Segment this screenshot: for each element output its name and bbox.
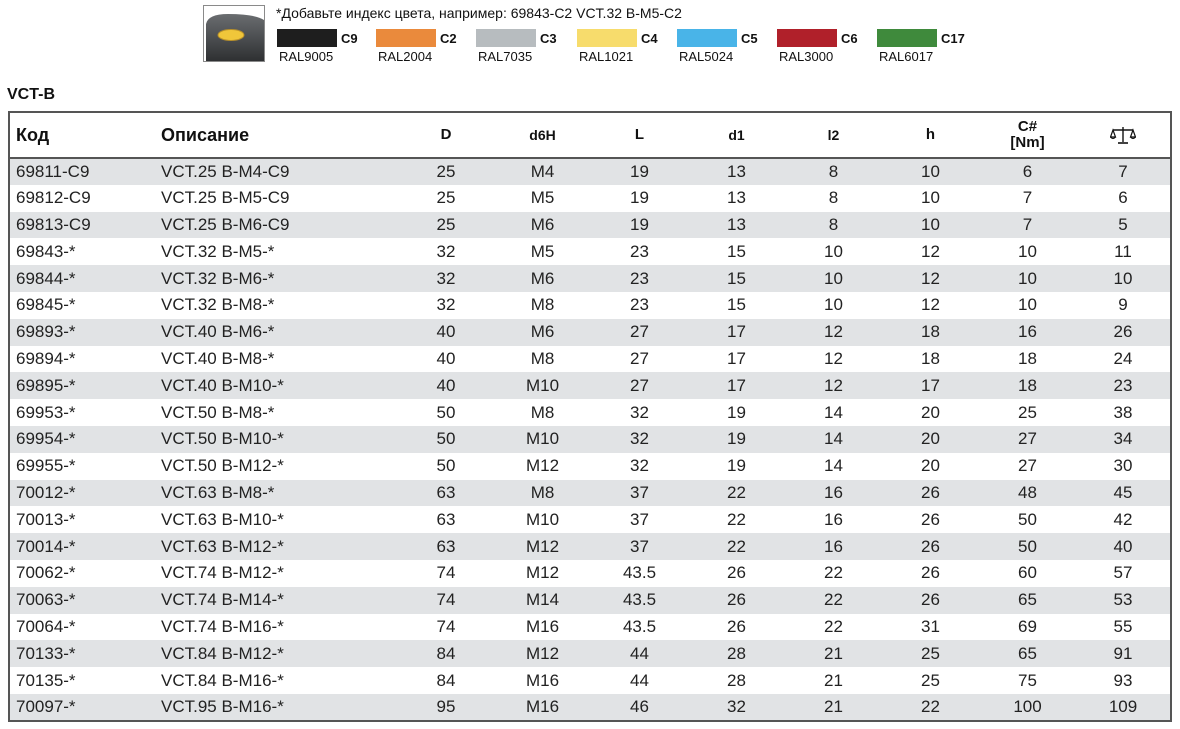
cell-d1: 19	[727, 402, 746, 422]
cell-description: VCT.50 B-M10-*	[161, 429, 284, 449]
cell-description: VCT.40 B-M8-*	[161, 348, 275, 368]
cell-d: 32	[436, 268, 456, 288]
table-row	[9, 426, 1171, 453]
cell-code: 70064-*	[16, 616, 76, 636]
cell-d: 63	[436, 536, 456, 556]
cell-description: VCT.25 B-M6-C9	[161, 214, 290, 234]
cell-h: 31	[921, 616, 940, 636]
col-header-description: Описание	[155, 112, 398, 158]
cell-d6h: M8	[530, 402, 555, 422]
table-row	[9, 533, 1171, 560]
cell-code: 70097-*	[16, 696, 76, 716]
cell-d6h: M5	[530, 241, 555, 261]
cell-l: 46	[630, 696, 649, 716]
table-row	[9, 238, 1171, 265]
cell-torque: 75	[1018, 670, 1037, 690]
cell-d6h: M12	[525, 643, 560, 663]
cell-d6h: M6	[530, 322, 555, 342]
cell-l: 44	[630, 670, 649, 690]
table-row	[9, 319, 1171, 346]
table-header-row	[9, 112, 1171, 158]
swatch-bar	[877, 29, 937, 47]
swatch-bar	[777, 29, 837, 47]
cell-d6h: M4	[530, 161, 555, 181]
cell-d: 74	[436, 563, 456, 583]
cell-h: 20	[921, 402, 940, 422]
cell-d6h: M12	[525, 456, 560, 476]
col-header-d6h: d6H	[494, 112, 591, 158]
cell-code: 70135-*	[16, 670, 76, 690]
cell-torque: 16	[1018, 322, 1037, 342]
cell-code: 70014-*	[16, 536, 76, 556]
cell-d: 74	[436, 616, 456, 636]
cell-d1: 26	[727, 616, 746, 636]
cell-code: 69811-C9	[16, 161, 90, 181]
cell-l2: 16	[824, 482, 843, 502]
swatch-code: C17	[941, 31, 965, 46]
cell-code: 69845-*	[16, 295, 76, 315]
knob-icon	[203, 5, 265, 62]
cell-torque: 65	[1018, 643, 1037, 663]
cell-l2: 8	[828, 214, 839, 234]
cell-d6h: M16	[525, 616, 560, 636]
cell-h: 26	[921, 509, 940, 529]
cell-d: 50	[436, 456, 456, 476]
table-row	[9, 667, 1171, 694]
cell-l: 23	[630, 268, 649, 288]
cell-d6h: M10	[525, 509, 560, 529]
cell-description: VCT.50 B-M8-*	[161, 402, 275, 422]
cell-h: 10	[921, 188, 940, 208]
cell-d1: 22	[727, 536, 746, 556]
cell-h: 20	[921, 429, 940, 449]
cell-d1: 13	[727, 188, 746, 208]
cell-h: 17	[921, 375, 940, 395]
table-row	[9, 506, 1171, 533]
cell-l2: 12	[824, 375, 843, 395]
cell-description: VCT.50 B-M12-*	[161, 456, 284, 476]
cell-h: 10	[921, 161, 940, 181]
cell-weight: 23	[1113, 375, 1133, 395]
cell-l2: 16	[824, 509, 843, 529]
cell-d: 25	[436, 188, 456, 208]
cell-weight: 93	[1113, 670, 1133, 690]
cell-description: VCT.63 B-M8-*	[161, 482, 275, 502]
cell-d: 95	[436, 696, 456, 716]
cell-d1: 19	[727, 429, 746, 449]
table-row	[9, 158, 1171, 185]
cell-d6h: M10	[525, 375, 560, 395]
cell-torque: 60	[1018, 563, 1037, 583]
cell-d6h: M10	[525, 429, 560, 449]
cell-l: 32	[630, 429, 649, 449]
swatch-ral: RAL5024	[679, 49, 734, 64]
cell-description: VCT.84 B-M16-*	[161, 670, 284, 690]
cell-d: 25	[436, 161, 456, 181]
table-row	[9, 212, 1171, 239]
cell-h: 26	[921, 536, 940, 556]
cell-code: 70063-*	[16, 590, 76, 610]
cell-torque: 10	[1018, 268, 1037, 288]
cell-torque: 50	[1018, 509, 1037, 529]
cell-description: VCT.74 B-M16-*	[161, 616, 284, 636]
cell-d1: 17	[727, 375, 746, 395]
cell-d6h: M16	[525, 670, 560, 690]
cell-d1: 22	[727, 509, 746, 529]
table-row	[9, 399, 1171, 426]
cell-description: VCT.25 B-M4-C9	[161, 161, 290, 181]
cell-d: 32	[436, 241, 456, 261]
cell-weight: 40	[1113, 536, 1133, 556]
cell-torque: 10	[1018, 241, 1037, 261]
cell-l2: 22	[824, 616, 843, 636]
cell-d1: 22	[727, 482, 746, 502]
cell-weight: 55	[1113, 616, 1133, 636]
cell-description: VCT.32 B-M5-*	[161, 241, 275, 261]
cell-h: 12	[921, 295, 940, 315]
cell-d: 50	[436, 429, 456, 449]
swatch-code: C6	[841, 31, 858, 46]
table-row	[9, 292, 1171, 319]
cell-d6h: M6	[530, 214, 555, 234]
cell-weight: 91	[1113, 643, 1133, 663]
swatch-ral: RAL9005	[279, 49, 334, 64]
col-header-weight	[1076, 112, 1171, 158]
col-header-d1: d1	[688, 112, 785, 158]
cell-weight: 10	[1113, 268, 1133, 288]
cell-description: VCT.84 B-M12-*	[161, 643, 284, 663]
cell-code: 69894-*	[16, 348, 76, 368]
cell-torque: 27	[1018, 456, 1037, 476]
cell-description: VCT.63 B-M12-*	[161, 536, 284, 556]
cell-l: 23	[630, 295, 649, 315]
swatch-bar	[577, 29, 637, 47]
cell-d6h: M8	[530, 482, 555, 502]
cell-weight: 24	[1113, 348, 1133, 368]
cell-description: VCT.74 B-M12-*	[161, 563, 284, 583]
cell-d1: 17	[727, 348, 746, 368]
cell-l2: 21	[824, 696, 843, 716]
cell-description: VCT.40 B-M10-*	[161, 375, 284, 395]
cell-h: 25	[921, 670, 940, 690]
table-row	[9, 614, 1171, 641]
cell-torque: 50	[1018, 536, 1037, 556]
table-row	[9, 453, 1171, 480]
cell-d: 84	[436, 643, 456, 663]
cell-h: 26	[921, 482, 940, 502]
cell-code: 70062-*	[16, 563, 76, 583]
cell-h: 10	[921, 214, 940, 234]
swatch-ral: RAL3000	[779, 49, 834, 64]
cell-d1: 28	[727, 670, 746, 690]
swatch-code: C9	[341, 31, 358, 46]
cell-weight: 26	[1113, 322, 1133, 342]
cell-weight: 45	[1113, 482, 1133, 502]
swatch-bar	[677, 29, 737, 47]
col-header-d: D	[398, 112, 494, 158]
cell-description: VCT.32 B-M6-*	[161, 268, 275, 288]
cell-l2: 14	[824, 402, 843, 422]
cell-d1: 26	[727, 590, 746, 610]
cell-weight: 109	[1108, 696, 1138, 716]
cell-h: 20	[921, 456, 940, 476]
cell-torque: 18	[1018, 375, 1037, 395]
cell-l2: 8	[828, 188, 839, 208]
cell-l: 19	[630, 214, 649, 234]
cell-l: 37	[630, 482, 649, 502]
cell-d1: 15	[727, 241, 746, 261]
cell-d: 40	[436, 375, 456, 395]
cell-d1: 15	[727, 295, 746, 315]
cell-weight: 53	[1113, 590, 1133, 610]
cell-torque: 48	[1018, 482, 1037, 502]
cell-weight: 42	[1113, 509, 1133, 529]
cell-d6h: M6	[530, 268, 555, 288]
cell-l: 19	[630, 161, 649, 181]
swatch-ral: RAL2004	[378, 49, 433, 64]
cell-d: 25	[436, 214, 456, 234]
col-header-code: Код	[9, 112, 155, 158]
cell-h: 26	[921, 590, 940, 610]
table-row	[9, 346, 1171, 373]
cell-code: 69813-C9	[16, 214, 91, 234]
cell-d: 40	[436, 322, 456, 342]
swatch-ral: RAL1021	[579, 49, 634, 64]
cell-h: 18	[921, 348, 940, 368]
cell-description: VCT.32 B-M8-*	[161, 295, 275, 315]
cell-code: 69895-*	[16, 375, 76, 395]
section-title: VCT-B	[7, 86, 55, 103]
swatch-bar	[476, 29, 536, 47]
cell-weight: 7	[1118, 161, 1128, 181]
cell-d1: 17	[727, 322, 746, 342]
cell-torque: 6	[1022, 161, 1033, 181]
cell-torque: 18	[1018, 348, 1037, 368]
cell-l2: 10	[824, 241, 843, 261]
cell-code: 69953-*	[16, 402, 76, 422]
spec-table	[8, 111, 1172, 722]
cell-torque: 7	[1022, 188, 1033, 208]
table-row	[9, 265, 1171, 292]
cell-d6h: M12	[525, 563, 560, 583]
cell-d6h: M5	[530, 188, 555, 208]
cell-l: 19	[630, 188, 649, 208]
col-header-l2: l2	[785, 112, 882, 158]
cell-d1: 28	[727, 643, 746, 663]
cell-code: 70012-*	[16, 482, 76, 502]
table-row	[9, 480, 1171, 507]
table-row	[9, 560, 1171, 587]
table-row	[9, 640, 1171, 667]
cell-l2: 14	[824, 456, 843, 476]
cell-d: 40	[436, 348, 456, 368]
cell-l: 27	[630, 348, 649, 368]
cell-code: 69954-*	[16, 429, 76, 449]
col-header-l: L	[591, 112, 688, 158]
cell-h: 22	[921, 696, 940, 716]
cell-d: 50	[436, 402, 456, 422]
swatch-ral: RAL6017	[879, 49, 934, 64]
cell-l: 32	[630, 402, 649, 422]
cell-code: 69844-*	[16, 268, 76, 288]
cell-d: 32	[436, 295, 456, 315]
scale-icon	[1110, 125, 1136, 145]
cell-weight: 11	[1114, 241, 1132, 261]
cell-torque: 25	[1018, 402, 1037, 422]
cell-l2: 12	[824, 322, 843, 342]
cell-h: 12	[921, 268, 940, 288]
col-header-torque	[979, 112, 1076, 158]
cell-l2: 10	[824, 268, 843, 288]
cell-h: 12	[921, 241, 940, 261]
cell-description: VCT.63 B-M10-*	[161, 509, 284, 529]
cell-weight: 38	[1113, 402, 1133, 422]
cell-l2: 16	[824, 536, 843, 556]
cell-d6h: M14	[525, 590, 560, 610]
cell-d6h: M8	[530, 295, 555, 315]
table-row	[9, 587, 1171, 614]
col-header-h: h	[882, 112, 979, 158]
cell-d6h: M16	[525, 696, 560, 716]
cell-l2: 22	[824, 590, 843, 610]
swatch-code: C2	[440, 31, 457, 46]
cell-d1: 13	[727, 161, 746, 181]
cell-weight: 5	[1118, 214, 1128, 234]
cell-description: VCT.95 B-M16-*	[161, 696, 284, 716]
cell-torque: 27	[1018, 429, 1037, 449]
cell-l: 43.5	[622, 563, 657, 583]
cell-d: 84	[436, 670, 456, 690]
swatch-code: C5	[741, 31, 758, 46]
cell-l2: 8	[828, 161, 839, 181]
cell-torque: 10	[1018, 295, 1037, 315]
cell-code: 69812-C9	[16, 188, 91, 208]
cell-l: 43.5	[622, 616, 657, 636]
cell-d6h: M8	[530, 348, 555, 368]
cell-d1: 13	[727, 214, 746, 234]
cell-l2: 21	[824, 670, 843, 690]
table-row	[9, 372, 1171, 399]
cell-torque: 65	[1018, 590, 1037, 610]
swatch-bar	[277, 29, 337, 47]
cell-code: 70013-*	[16, 509, 76, 529]
cell-h: 26	[921, 563, 940, 583]
table-body	[9, 158, 1171, 721]
cell-weight: 57	[1113, 563, 1133, 583]
torque-line2: [Nm]	[1010, 134, 1045, 151]
cell-weight: 30	[1113, 456, 1133, 476]
cell-d1: 15	[727, 268, 746, 288]
cell-description: VCT.74 B-M14-*	[161, 590, 284, 610]
cell-l: 37	[630, 509, 649, 529]
cell-description: VCT.25 B-M5-C9	[161, 188, 290, 208]
cell-d1: 26	[727, 563, 746, 583]
cell-torque: 69	[1018, 616, 1037, 636]
cell-code: 69843-*	[16, 241, 76, 261]
swatch-ral: RAL7035	[478, 49, 533, 64]
cell-weight: 9	[1118, 295, 1128, 315]
cell-d: 74	[436, 590, 456, 610]
cell-torque: 7	[1022, 214, 1033, 234]
cell-h: 25	[921, 643, 940, 663]
cell-l2: 22	[824, 563, 843, 583]
cell-code: 69955-*	[16, 456, 76, 476]
cell-torque: 100	[1013, 696, 1042, 716]
cell-l: 32	[630, 456, 649, 476]
swatch-code: C4	[641, 31, 658, 46]
cell-l: 23	[630, 241, 649, 261]
cell-weight: 6	[1118, 188, 1128, 208]
swatch-bar	[376, 29, 436, 47]
cell-code: 69893-*	[16, 322, 76, 342]
table-row	[9, 694, 1171, 721]
cell-d1: 19	[727, 456, 746, 476]
cell-l: 27	[630, 322, 649, 342]
swatch-code: C3	[540, 31, 557, 46]
cell-l: 37	[630, 536, 649, 556]
cell-d: 63	[436, 509, 456, 529]
cell-code: 70133-*	[16, 643, 76, 663]
cell-description: VCT.40 B-M6-*	[161, 322, 275, 342]
torque-line1: C#	[1017, 118, 1038, 135]
cell-d: 63	[436, 482, 456, 502]
cell-l: 27	[630, 375, 649, 395]
cell-l2: 21	[824, 643, 843, 663]
color-index-note: *Добавьте индекс цвета, например: 69843-C2 VCT.32 B-M5-C2	[276, 5, 682, 21]
cell-l2: 14	[824, 429, 843, 449]
cell-h: 18	[921, 322, 940, 342]
cell-l: 43.5	[622, 590, 657, 610]
table-row	[9, 185, 1171, 212]
cell-weight: 34	[1113, 429, 1133, 449]
cell-l: 44	[630, 643, 649, 663]
cell-l2: 12	[824, 348, 843, 368]
cell-d1: 32	[727, 696, 746, 716]
cell-l2: 10	[824, 295, 843, 315]
knob-icon-graphic	[204, 6, 264, 61]
cell-d6h: M12	[525, 536, 560, 556]
